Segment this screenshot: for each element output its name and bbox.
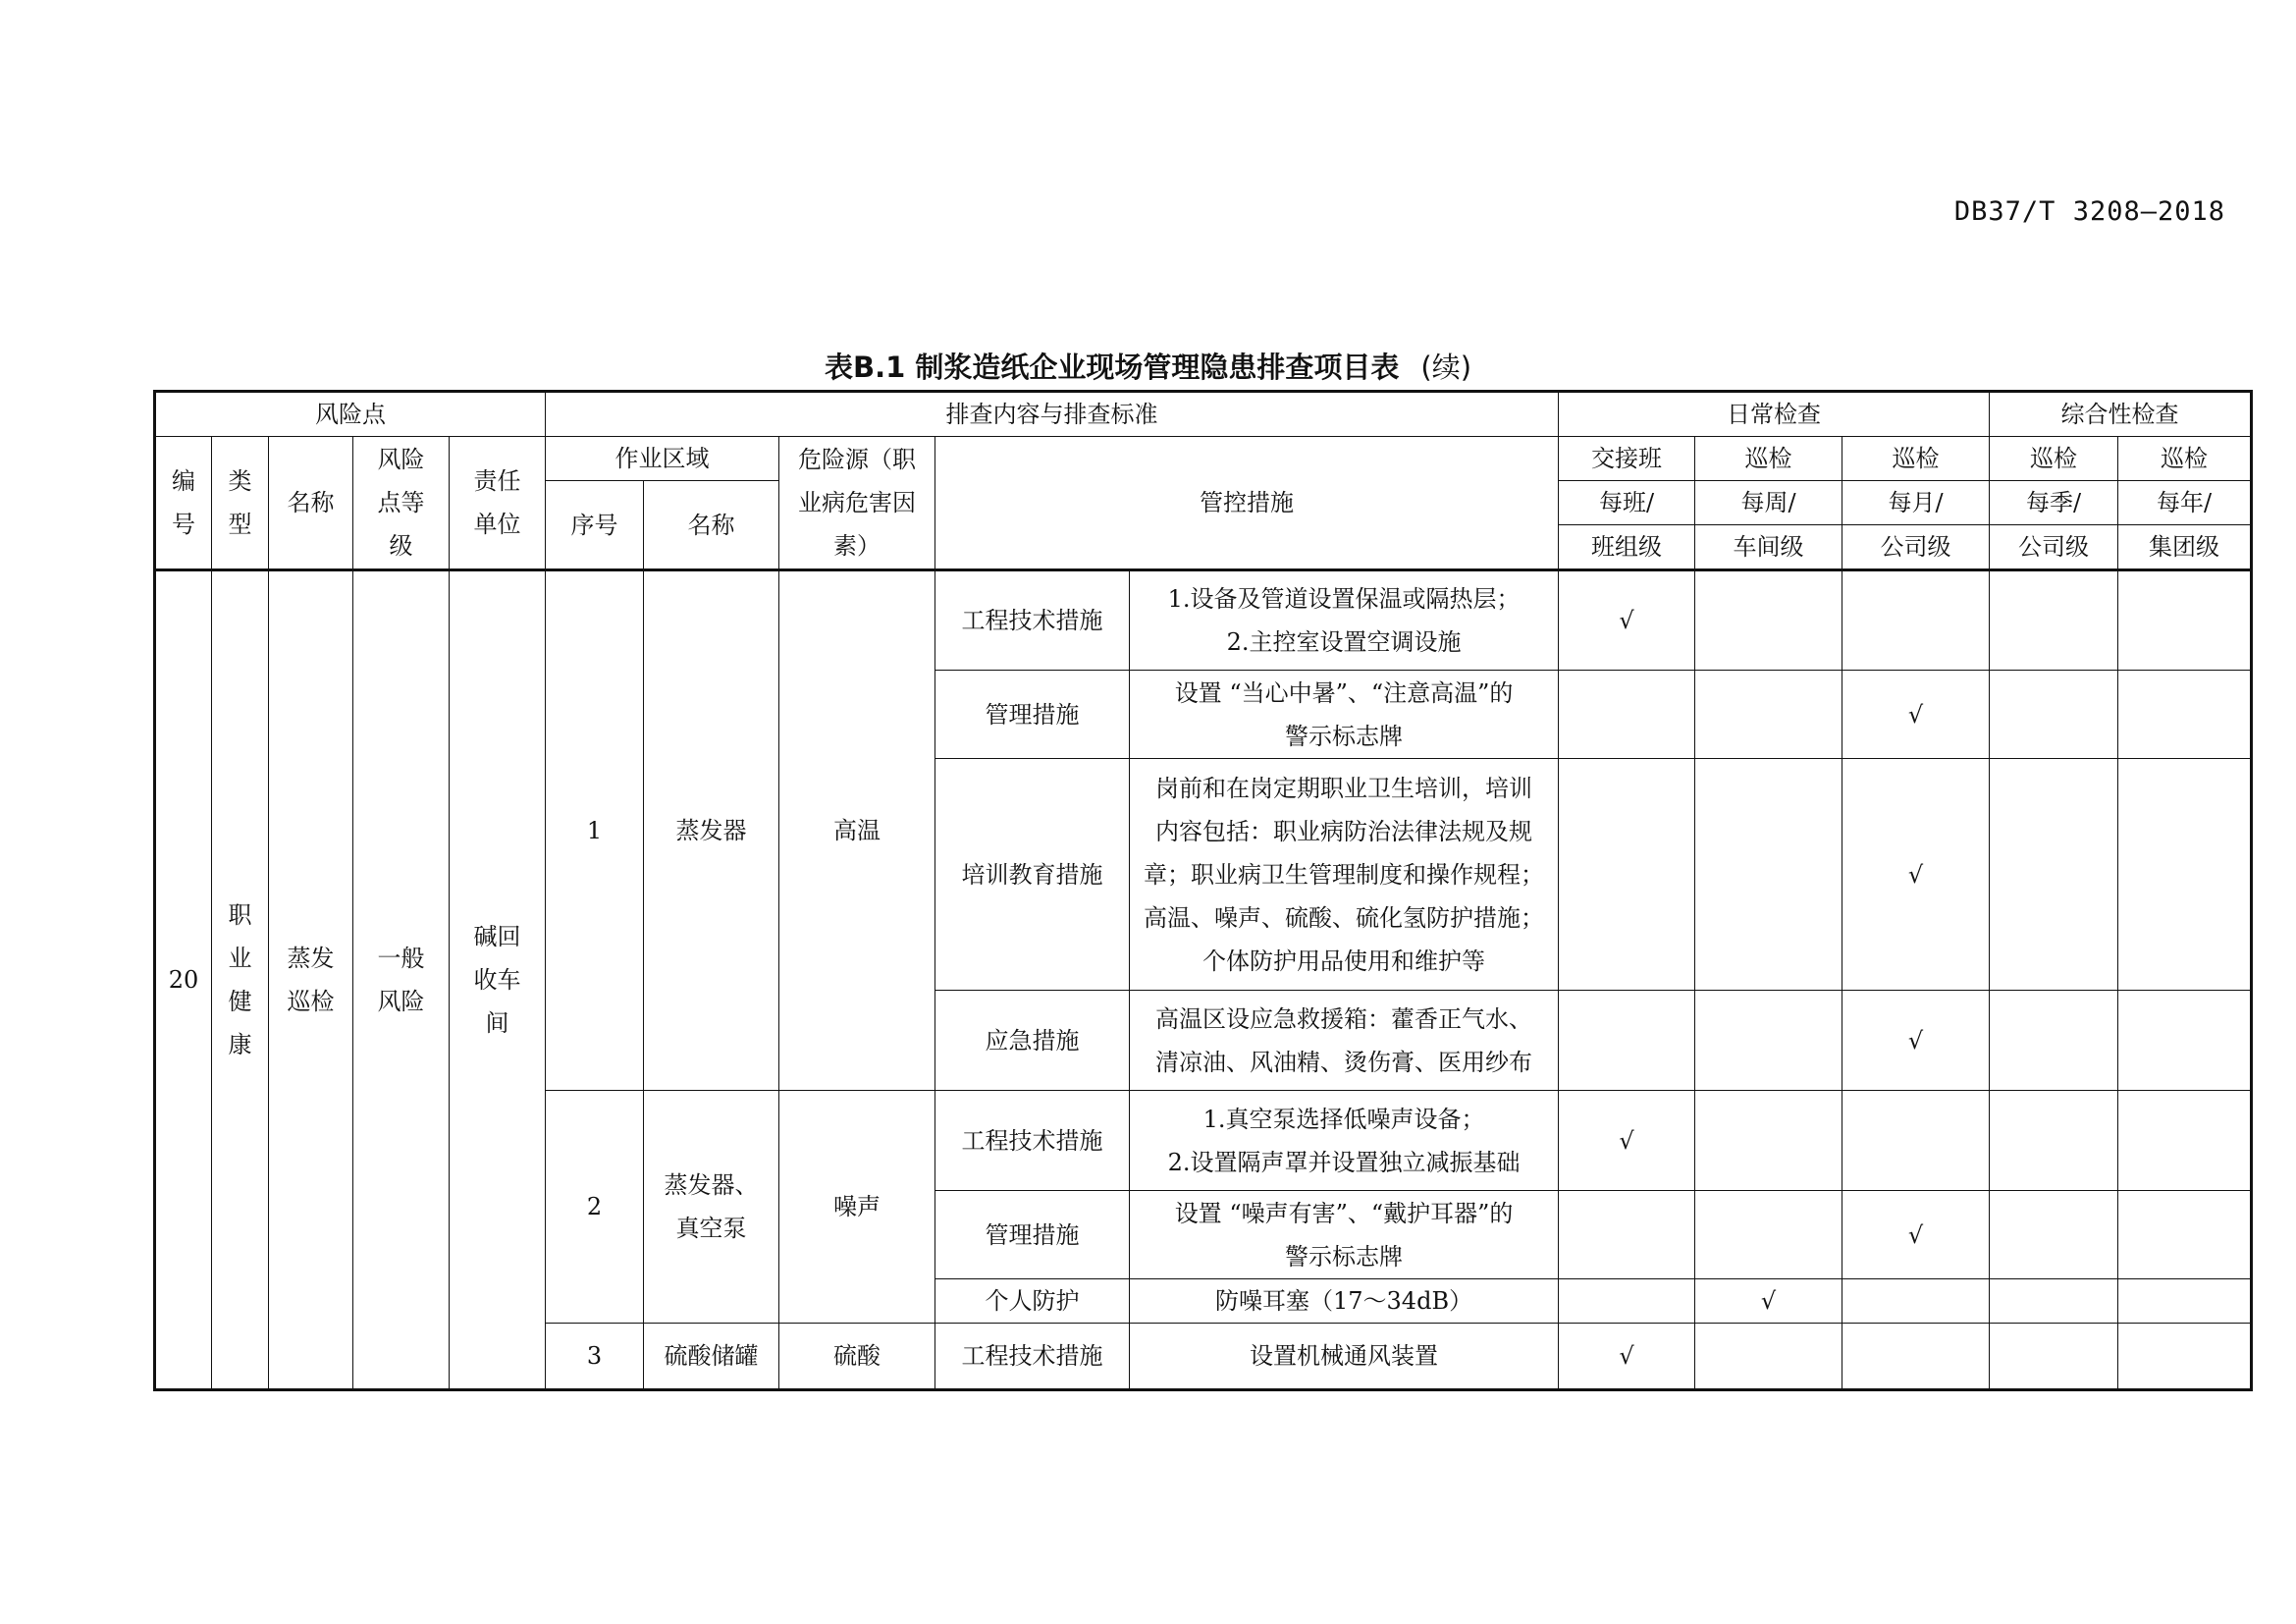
measure-type: 个人防护 [935, 1279, 1130, 1324]
measure-type: 培训教育措施 [935, 759, 1130, 991]
entry-number: 20 [155, 570, 212, 1390]
check-shift: √ [1559, 1091, 1695, 1191]
col-monthly-b: 每月/ [1842, 481, 1990, 525]
check-quarterly [1990, 671, 2118, 759]
measure-detail: 设置机械通风装置 [1130, 1324, 1559, 1390]
check-monthly [1842, 570, 1990, 671]
check-monthly: √ [1842, 991, 1990, 1091]
check-yearly [2118, 1279, 2252, 1324]
area-seq: 2 [546, 1091, 644, 1324]
col-responsible-unit: 责任 单位 [450, 437, 546, 570]
col-area-seq: 序号 [546, 481, 644, 570]
check-quarterly [1990, 991, 2118, 1091]
col-work-area: 作业区域 [546, 437, 779, 481]
document-code: DB37/T 3208—2018 [1953, 196, 2225, 227]
measure-type: 管理措施 [935, 671, 1130, 759]
check-quarterly [1990, 570, 2118, 671]
check-yearly [2118, 1324, 2252, 1390]
col-type: 类 型 [212, 437, 269, 570]
check-yearly [2118, 759, 2252, 991]
check-weekly [1695, 991, 1842, 1091]
entry-type: 职 业 健 康 [212, 570, 269, 1390]
col-quarterly-c: 公司级 [1990, 525, 2118, 570]
col-monthly-a: 巡检 [1842, 437, 1990, 481]
check-shift [1559, 759, 1695, 991]
measure-detail: 1.真空泵选择低噪声设备； 2.设置隔声罩并设置独立减振基础 [1130, 1091, 1559, 1191]
col-quarterly-a: 巡检 [1990, 437, 2118, 481]
col-hazard-source: 危险源（职 业病危害因 素） [779, 437, 935, 570]
hazard-source: 高温 [779, 570, 935, 1091]
check-monthly: √ [1842, 759, 1990, 991]
entry-responsible-unit: 碱回 收车 间 [450, 570, 546, 1390]
check-quarterly [1990, 1191, 2118, 1279]
check-weekly [1695, 671, 1842, 759]
col-monthly-c: 公司级 [1842, 525, 1990, 570]
area-name: 蒸发器、 真空泵 [644, 1091, 779, 1324]
check-shift [1559, 1191, 1695, 1279]
check-shift [1559, 991, 1695, 1091]
measure-detail: 防噪耳塞（17～34dB） [1130, 1279, 1559, 1324]
check-shift: √ [1559, 1324, 1695, 1390]
table-caption [0, 346, 2296, 386]
check-monthly [1842, 1091, 1990, 1191]
col-number: 编 号 [155, 437, 212, 570]
col-risk-level: 风险 点等 级 [353, 437, 450, 570]
hazard-source: 噪声 [779, 1091, 935, 1324]
check-weekly [1695, 1191, 1842, 1279]
col-shift-b: 每班/ [1559, 481, 1695, 525]
check-quarterly [1990, 1324, 2118, 1390]
entry-risk-level: 一般 风险 [353, 570, 450, 1390]
table-continued-label: (续) [1420, 351, 1472, 384]
check-monthly [1842, 1279, 1990, 1324]
col-weekly-c: 车间级 [1695, 525, 1842, 570]
col-shift-a: 交接班 [1559, 437, 1695, 481]
group-content-standard: 排查内容与排查标准 [546, 392, 1559, 437]
area-seq: 1 [546, 570, 644, 1091]
area-name: 蒸发器 [644, 570, 779, 1091]
measure-detail: 1.设备及管道设置保温或隔热层； 2.主控室设置空调设施 [1130, 570, 1559, 671]
check-weekly [1695, 1091, 1842, 1191]
check-quarterly [1990, 1091, 2118, 1191]
col-yearly-c: 集团级 [2118, 525, 2252, 570]
measure-detail: 岗前和在岗定期职业卫生培训，培训 内容包括：职业病防治法律法规及规 章；职业病卫生管理制度和操作规程； 高温、噪声、硫酸、硫化氢防护措施； 个体防护用品使用和维护等 [1130, 759, 1559, 991]
table-title: 表B.1 制浆造纸企业现场管理隐患排查项目表 [824, 351, 1400, 384]
header-row-2 [155, 437, 2252, 481]
col-area-name: 名称 [644, 481, 779, 570]
check-quarterly [1990, 759, 2118, 991]
measure-detail: 设置 “当心中暑”、“注意高温”的 警示标志牌 [1130, 671, 1559, 759]
group-risk-point: 风险点 [155, 392, 546, 437]
measure-type: 管理措施 [935, 1191, 1130, 1279]
col-yearly-a: 巡检 [2118, 437, 2252, 481]
check-yearly [2118, 991, 2252, 1091]
group-comprehensive-check: 综合性检查 [1990, 392, 2252, 437]
area-name: 硫酸储罐 [644, 1324, 779, 1390]
group-daily-check: 日常检查 [1559, 392, 1990, 437]
measure-type: 工程技术措施 [935, 1324, 1130, 1390]
hazard-inspection-table [153, 390, 2253, 1391]
check-yearly [2118, 671, 2252, 759]
measure-type: 工程技术措施 [935, 1091, 1130, 1191]
col-weekly-a: 巡检 [1695, 437, 1842, 481]
table-row [155, 570, 2252, 671]
hazard-source: 硫酸 [779, 1324, 935, 1390]
measure-detail: 高温区设应急救援箱：藿香正气水、 清凉油、风油精、烫伤膏、医用纱布 [1130, 991, 1559, 1091]
check-shift [1559, 671, 1695, 759]
col-weekly-b: 每周/ [1695, 481, 1842, 525]
check-yearly [2118, 1091, 2252, 1191]
col-control-measures: 管控措施 [935, 437, 1559, 570]
check-yearly [2118, 1191, 2252, 1279]
entry-name: 蒸发 巡检 [269, 570, 353, 1390]
col-name: 名称 [269, 437, 353, 570]
check-yearly [2118, 570, 2252, 671]
check-weekly: √ [1695, 1279, 1842, 1324]
check-quarterly [1990, 1279, 2118, 1324]
check-weekly [1695, 570, 1842, 671]
check-shift [1559, 1279, 1695, 1324]
col-shift-c: 班组级 [1559, 525, 1695, 570]
check-weekly [1695, 759, 1842, 991]
area-seq: 3 [546, 1324, 644, 1390]
header-group-row [155, 392, 2252, 437]
col-quarterly-b: 每季/ [1990, 481, 2118, 525]
check-monthly: √ [1842, 671, 1990, 759]
measure-type: 应急措施 [935, 991, 1130, 1091]
check-shift: √ [1559, 570, 1695, 671]
measure-detail: 设置 “噪声有害”、“戴护耳器”的 警示标志牌 [1130, 1191, 1559, 1279]
check-monthly: √ [1842, 1191, 1990, 1279]
measure-type: 工程技术措施 [935, 570, 1130, 671]
col-yearly-b: 每年/ [2118, 481, 2252, 525]
check-weekly [1695, 1324, 1842, 1390]
check-monthly [1842, 1324, 1990, 1390]
